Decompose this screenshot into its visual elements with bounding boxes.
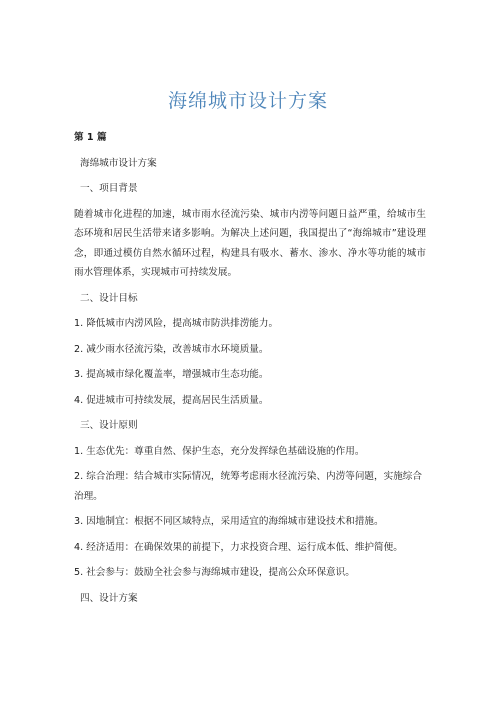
section-heading-goals: 二、设计目标 xyxy=(80,292,138,304)
principle-item: 2. 综合治理：结合城市实际情况，统筹考虑雨水径流污染、内涝等问题，实施综合治理。 xyxy=(74,471,422,502)
section-heading-design: 四、设计方案 xyxy=(80,592,138,604)
part-label: 第 1 篇 xyxy=(74,132,107,143)
goal-item: 3. 提高城市绿化覆盖率，增强城市生态功能。 xyxy=(74,369,269,380)
section-heading-principles: 三、设计原则 xyxy=(80,420,138,431)
principle-item: 3. 因地制宜：根据不同区域特点，采用适宜的海绵城市建设技术和措施。 xyxy=(74,516,384,527)
principle-item: 4. 经济适用：在确保效果的前提下，力求投资合理、运行成本低、维护简便。 xyxy=(74,541,403,553)
document-title: 海绵城市设计方案 xyxy=(167,90,328,112)
section-heading-background: 一、项目背景 xyxy=(80,183,138,194)
subtitle: 海绵城市设计方案 xyxy=(80,157,157,169)
principle-item: 5. 社会参与：鼓励全社会参与海绵城市建设，提高公众环保意识。 xyxy=(74,567,355,578)
document-body xyxy=(74,128,426,614)
goal-item: 4. 促进城市可持续发展，提高居民生活质量。 xyxy=(74,394,269,406)
principle-item: 1. 生态优先：尊重自然、保护生态，充分发挥绿色基础设施的作用。 xyxy=(74,445,365,457)
background-paragraph: 随着城市化进程的加速，城市雨水径流污染、城市内涝等问题日益严重，给城市生态环境和居民生活带来诸多影响。为解决上述问题，我国提出了“海绵城市”建设理念，即通过模仿自然水循环过程，构建具有吸水、蓄水、渗水、净水等功能的城市雨水管理体系，实现城市可持续发展。 xyxy=(74,208,426,278)
goal-item: 2. 减少雨水径流污染，改善城市水环境质量。 xyxy=(74,343,269,355)
goal-item: 1. 降低城市内涝风险，提高城市防洪排涝能力。 xyxy=(74,318,279,329)
